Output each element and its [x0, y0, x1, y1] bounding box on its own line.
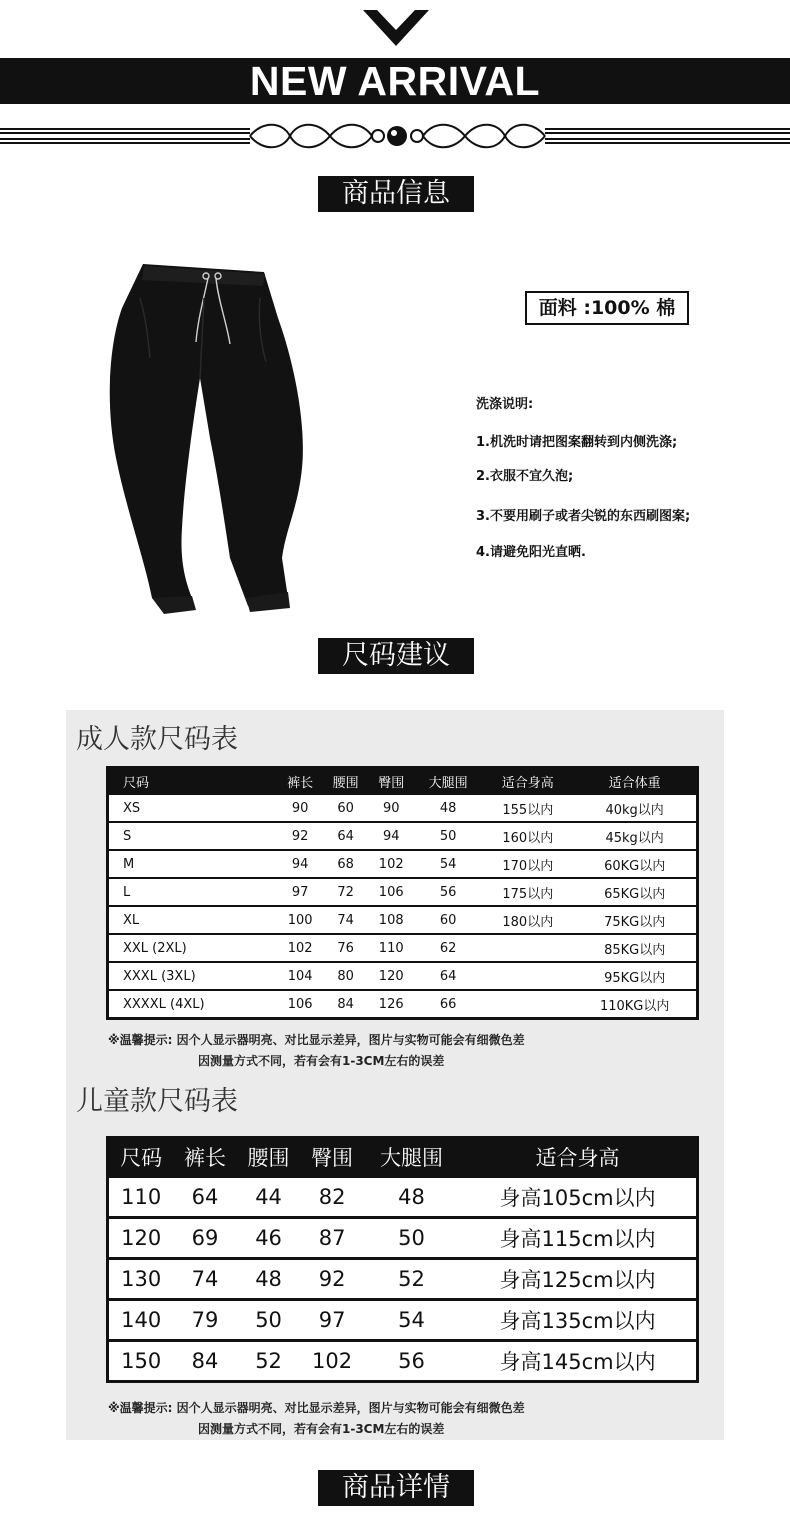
- pants-image: [100, 258, 312, 614]
- table-cell: [482, 934, 573, 962]
- ornament-divider: [0, 117, 790, 157]
- table-cell: 69: [173, 1218, 237, 1259]
- table-cell: 110: [368, 934, 414, 962]
- wash-item: 1.机洗时请把图案翻转到内侧洗涤;: [476, 435, 678, 450]
- table-cell: 50: [237, 1300, 301, 1341]
- table-cell: 68: [323, 850, 369, 878]
- column-header: 适合身高: [482, 768, 573, 795]
- wash-title: 洗涤说明:: [476, 397, 534, 412]
- table-cell: 85KG以内: [573, 934, 697, 962]
- table-row: [108, 850, 698, 878]
- table-cell: 44: [237, 1177, 301, 1218]
- kid-chart-title: 儿童款尺码表: [76, 1086, 238, 1117]
- table-cell: 155以内: [482, 794, 573, 822]
- table-cell: 84: [173, 1341, 237, 1382]
- table-cell: 150: [108, 1341, 174, 1382]
- chevron-down-icon: [363, 10, 429, 46]
- table-cell: 64: [414, 962, 482, 990]
- table-cell: 身高125cm以内: [459, 1259, 697, 1300]
- table-cell: 106: [277, 990, 323, 1019]
- column-header: 适合身高: [459, 1138, 697, 1177]
- table-cell: 74: [173, 1259, 237, 1300]
- table-cell: 126: [368, 990, 414, 1019]
- table-cell: XXXXL (4XL): [108, 990, 278, 1019]
- column-header: 大腿围: [364, 1138, 459, 1177]
- table-row: [108, 1300, 698, 1341]
- table-cell: 56: [414, 878, 482, 906]
- column-header: 尺码: [108, 768, 278, 795]
- table-cell: 92: [300, 1259, 364, 1300]
- table-cell: 48: [237, 1259, 301, 1300]
- table-cell: 90: [368, 794, 414, 822]
- table-cell: 65KG以内: [573, 878, 697, 906]
- table-cell: XS: [108, 794, 278, 822]
- table-cell: XXL (2XL): [108, 934, 278, 962]
- column-header: 尺码: [108, 1138, 174, 1177]
- table-cell: 110KG以内: [573, 990, 697, 1019]
- table-row: [108, 794, 698, 822]
- table-cell: 66: [414, 990, 482, 1019]
- column-header: 腰围: [323, 768, 369, 795]
- table-row: [108, 962, 698, 990]
- table-cell: 50: [414, 822, 482, 850]
- table-cell: 108: [368, 906, 414, 934]
- adult-size-table: [106, 766, 699, 1020]
- column-header: 臀围: [300, 1138, 364, 1177]
- table-row: [108, 906, 698, 934]
- section-label-detail: 商品详情: [318, 1470, 474, 1506]
- table-row: [108, 1218, 698, 1259]
- table-cell: 74: [323, 906, 369, 934]
- note-line: 因测量方式不同，若有会有1-3CM左右的误差: [198, 1054, 445, 1068]
- table-row: [108, 822, 698, 850]
- table-cell: 54: [364, 1300, 459, 1341]
- table-cell: 50: [364, 1218, 459, 1259]
- wash-item: 3.不要用刷子或者尖锐的东西刷图案;: [476, 509, 691, 524]
- table-cell: 48: [364, 1177, 459, 1218]
- table-cell: 54: [414, 850, 482, 878]
- note-line: 因测量方式不同，若有会有1-3CM左右的误差: [198, 1422, 445, 1436]
- table-cell: 95KG以内: [573, 962, 697, 990]
- table-cell: 身高105cm以内: [459, 1177, 697, 1218]
- table-cell: 48: [414, 794, 482, 822]
- table-cell: 180以内: [482, 906, 573, 934]
- table-cell: 79: [173, 1300, 237, 1341]
- table-row: [108, 934, 698, 962]
- table-cell: 120: [108, 1218, 174, 1259]
- column-header: 裤长: [173, 1138, 237, 1177]
- table-cell: 104: [277, 962, 323, 990]
- adult-chart-title: 成人款尺码表: [76, 724, 238, 755]
- table-row: [108, 1177, 698, 1218]
- table-cell: XXXL (3XL): [108, 962, 278, 990]
- table-cell: 102: [300, 1341, 364, 1382]
- table-cell: 97: [300, 1300, 364, 1341]
- table-cell: 110: [108, 1177, 174, 1218]
- table-cell: L: [108, 878, 278, 906]
- table-cell: 102: [277, 934, 323, 962]
- table-cell: 97: [277, 878, 323, 906]
- table-cell: 102: [368, 850, 414, 878]
- table-cell: 92: [277, 822, 323, 850]
- table-cell: 94: [368, 822, 414, 850]
- table-cell: 84: [323, 990, 369, 1019]
- table-cell: 87: [300, 1218, 364, 1259]
- table-cell: 身高135cm以内: [459, 1300, 697, 1341]
- table-cell: 75KG以内: [573, 906, 697, 934]
- table-cell: 60KG以内: [573, 850, 697, 878]
- table-cell: 120: [368, 962, 414, 990]
- table-cell: 80: [323, 962, 369, 990]
- table-cell: 140: [108, 1300, 174, 1341]
- table-row: [108, 1259, 698, 1300]
- table-cell: 72: [323, 878, 369, 906]
- table-cell: 82: [300, 1177, 364, 1218]
- section-label-info: 商品信息: [318, 176, 474, 212]
- column-header: 腰围: [237, 1138, 301, 1177]
- kid-size-table: [106, 1136, 699, 1383]
- table-cell: 52: [237, 1341, 301, 1382]
- page-title: NEW ARRIVAL: [249, 58, 541, 104]
- fabric-badge: 面料 :100% 棉: [525, 291, 689, 325]
- table-cell: 64: [173, 1177, 237, 1218]
- table-cell: 94: [277, 850, 323, 878]
- table-cell: 60: [323, 794, 369, 822]
- table-cell: 45kg以内: [573, 822, 697, 850]
- column-header: 臀围: [368, 768, 414, 795]
- table-row: [108, 1341, 698, 1382]
- table-cell: 46: [237, 1218, 301, 1259]
- table-cell: 身高145cm以内: [459, 1341, 697, 1382]
- table-cell: 106: [368, 878, 414, 906]
- section-label-size: 尺码建议: [318, 638, 474, 674]
- table-cell: [482, 962, 573, 990]
- table-cell: 170以内: [482, 850, 573, 878]
- column-header: 适合体重: [573, 768, 697, 795]
- wash-item: 4.请避免阳光直晒.: [476, 545, 586, 560]
- column-header: 裤长: [277, 768, 323, 795]
- wash-item: 2.衣服不宜久泡;: [476, 469, 574, 484]
- table-cell: 76: [323, 934, 369, 962]
- table-cell: 90: [277, 794, 323, 822]
- table-cell: XL: [108, 906, 278, 934]
- table-row: [108, 990, 698, 1019]
- table-cell: 100: [277, 906, 323, 934]
- table-cell: S: [108, 822, 278, 850]
- table-cell: 40kg以内: [573, 794, 697, 822]
- table-cell: 175以内: [482, 878, 573, 906]
- table-header-row: [108, 1138, 698, 1177]
- table-cell: 160以内: [482, 822, 573, 850]
- table-cell: 64: [323, 822, 369, 850]
- table-cell: 60: [414, 906, 482, 934]
- table-cell: 52: [364, 1259, 459, 1300]
- table-cell: 身高115cm以内: [459, 1218, 697, 1259]
- note-line: ※温馨提示: 因个人显示器明亮、对比显示差异，图片与实物可能会有细微色差: [108, 1401, 525, 1415]
- table-header-row: [108, 768, 698, 795]
- note-line: ※温馨提示: 因个人显示器明亮、对比显示差异，图片与实物可能会有细微色差: [108, 1033, 525, 1047]
- table-cell: 56: [364, 1341, 459, 1382]
- table-row: [108, 878, 698, 906]
- table-cell: [482, 990, 573, 1019]
- column-header: 大腿围: [414, 768, 482, 795]
- table-cell: 62: [414, 934, 482, 962]
- table-cell: M: [108, 850, 278, 878]
- table-cell: 130: [108, 1259, 174, 1300]
